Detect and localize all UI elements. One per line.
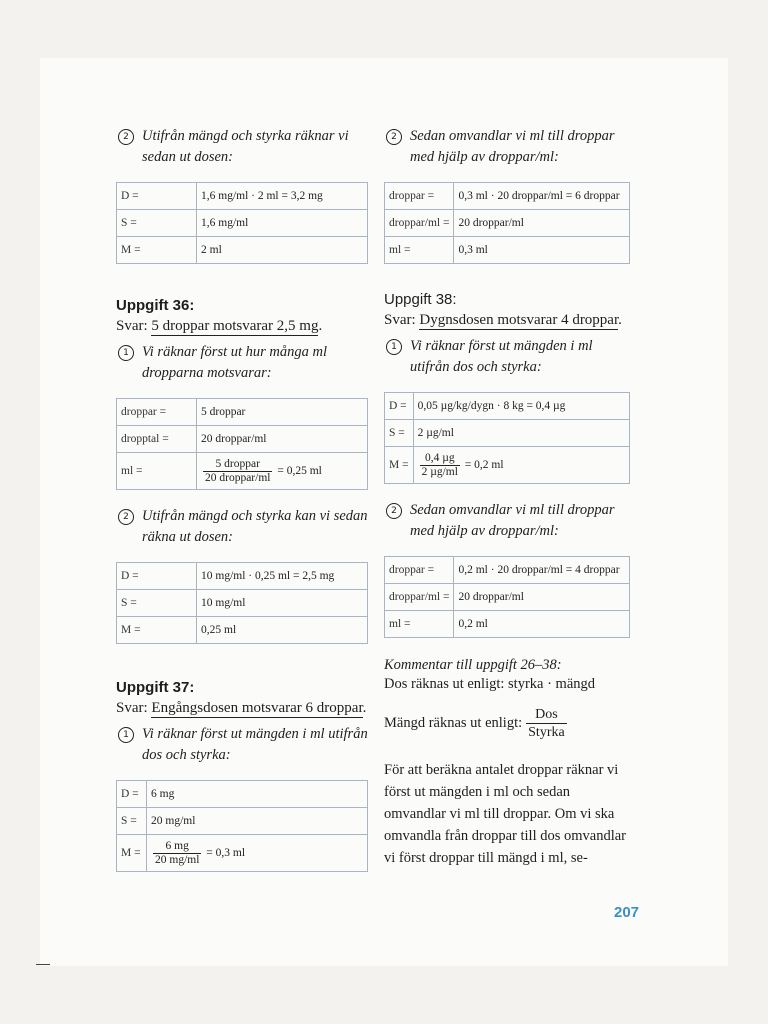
step-1 <box>116 342 368 384</box>
calc-table <box>384 556 630 638</box>
fraction-result: = 0,2 ml <box>464 458 504 471</box>
uppgift-heading: Uppgift 36: <box>116 297 195 314</box>
row-value: 2 µg/ml <box>413 420 629 447</box>
row-value: 20 mg/ml <box>147 808 368 835</box>
step-left-top <box>116 126 368 168</box>
table-row <box>117 426 368 453</box>
step-1 <box>384 336 630 378</box>
row-label: D = <box>385 393 414 420</box>
table-row <box>117 781 368 808</box>
step-number-circle: 1 <box>386 339 402 355</box>
row-label: ml = <box>117 453 197 490</box>
kommentar-section <box>384 656 630 869</box>
table-row <box>117 399 368 426</box>
table-row <box>385 237 630 264</box>
row-value: 1,6 mg/ml <box>197 210 368 237</box>
uppgift-37 <box>116 678 368 872</box>
row-label: droppar/ml = <box>385 210 454 237</box>
table-row <box>385 584 630 611</box>
step-text: Vi räknar först ut mängden i ml utifrån dos och styrka: <box>142 726 368 763</box>
uppgift-38 <box>384 290 630 638</box>
answer-line <box>116 316 368 336</box>
step-2 <box>384 500 630 542</box>
step-text: Vi räknar först ut hur många ml dropparna motsvarar: <box>142 344 328 381</box>
row-label: ml = <box>385 611 454 638</box>
fraction <box>526 706 567 741</box>
fraction-denominator: 20 mg/ml <box>155 853 200 866</box>
right-column <box>384 126 630 869</box>
row-value: 0,3 ml <box>454 237 630 264</box>
step-1 <box>116 724 368 766</box>
fraction-denominator: 20 droppar/ml <box>205 471 271 484</box>
table-row <box>117 453 368 490</box>
table-row <box>385 393 630 420</box>
calc-table-right-top <box>384 182 630 264</box>
answer-prefix: Svar: <box>384 312 416 328</box>
answer-suffix: . <box>362 700 367 716</box>
row-label: M = <box>117 237 197 264</box>
table-row <box>117 808 368 835</box>
row-label: droppar = <box>385 183 454 210</box>
fraction-numerator: 6 mg <box>165 839 189 852</box>
fraction-numerator: 0,4 µg <box>424 451 455 464</box>
table-row <box>385 557 630 584</box>
row-label: M = <box>117 617 197 644</box>
step-text: Vi räknar först ut mängden i ml utifrån dos och styrka: <box>410 338 593 375</box>
row-label: dropptal = <box>117 426 197 453</box>
fraction <box>153 840 201 867</box>
answer-prefix: Svar: <box>116 700 148 716</box>
answer-suffix: . <box>618 312 622 328</box>
row-value <box>413 447 629 484</box>
answer-line <box>384 310 630 330</box>
row-label: S = <box>117 808 147 835</box>
row-label: D = <box>117 563 197 590</box>
kommentar-paragraph: För att beräkna antalet droppar räknar vi först ut mängden i ml och sedan omvandlar vi ml till droppar. Om vi ska omvandla från droppar till dos omvandlar vi först droppar till mängd i ml, se- <box>384 762 627 866</box>
row-label: D = <box>117 183 197 210</box>
page-number: 207 <box>614 904 640 921</box>
table-row <box>385 183 630 210</box>
row-label: droppar = <box>117 399 197 426</box>
row-label: ml = <box>385 237 454 264</box>
row-value: 0,05 µg/kg/dygn · 8 kg = 0,4 µg <box>413 393 629 420</box>
row-value: 0,25 ml <box>197 617 368 644</box>
step-number-circle: 2 <box>118 129 134 145</box>
row-value: 6 mg <box>147 781 368 808</box>
fraction-numerator: Dos <box>535 707 558 722</box>
row-label: S = <box>385 420 414 447</box>
row-value: 20 droppar/ml <box>454 584 630 611</box>
row-value: 0,3 ml · 20 droppar/ml = 6 droppar <box>454 183 630 210</box>
calc-table <box>116 780 368 872</box>
table-row <box>385 210 630 237</box>
table-row <box>117 183 368 210</box>
row-label: S = <box>117 210 197 237</box>
uppgift-36 <box>116 296 368 644</box>
answer-line <box>116 698 368 718</box>
row-value <box>147 835 368 872</box>
step-text: Utifrån mängd och styrka kan vi sedan räkna ut dosen: <box>142 508 368 545</box>
step-number-circle: 1 <box>118 345 134 361</box>
calc-table <box>116 398 368 490</box>
row-label: D = <box>117 781 147 808</box>
step-number-circle: 2 <box>386 129 402 145</box>
mangd-formula-prefix: Mängd räknas ut enligt: <box>384 715 523 731</box>
table-row <box>385 611 630 638</box>
uppgift-heading: Uppgift 38: <box>384 291 457 308</box>
row-value: 5 droppar <box>197 399 368 426</box>
row-value: 20 droppar/ml <box>454 210 630 237</box>
fraction-denominator: Styrka <box>528 725 565 740</box>
table-row <box>117 835 368 872</box>
dos-formula-line: Dos räknas ut enligt: styrka · mängd <box>384 676 596 692</box>
answer-text: Engångsdosen motsvarar 6 droppar <box>151 700 363 716</box>
table-row <box>117 210 368 237</box>
row-value: 0,2 ml · 20 droppar/ml = 4 droppar <box>454 557 630 584</box>
step-number-circle: 1 <box>118 727 134 743</box>
fraction <box>420 452 460 479</box>
row-value: 0,2 ml <box>454 611 630 638</box>
table-row <box>117 617 368 644</box>
table-row <box>117 237 368 264</box>
mangd-formula-line <box>384 706 630 741</box>
calc-table <box>116 562 368 644</box>
uppgift-heading: Uppgift 37: <box>116 679 195 696</box>
step-number-circle: 2 <box>118 509 134 525</box>
kommentar-title: Kommentar till uppgift 26–38: <box>384 657 562 673</box>
calc-table <box>384 392 630 484</box>
table-row <box>117 590 368 617</box>
step-right-top <box>384 126 630 168</box>
fraction-numerator: 5 droppar <box>215 457 260 470</box>
step-text: Sedan omvandlar vi ml till droppar med hjälp av droppar/ml: <box>410 502 615 539</box>
row-label: M = <box>117 835 147 872</box>
answer-prefix: Svar: <box>116 318 148 334</box>
row-value <box>197 453 368 490</box>
fraction-denominator: 2 µg/ml <box>421 465 458 478</box>
fraction-result: = 0,25 ml <box>277 464 322 477</box>
fraction-result: = 0,3 ml <box>206 846 246 859</box>
step-text: Sedan omvandlar vi ml till droppar med hjälp av droppar/ml: <box>410 128 615 165</box>
scan-edge-mark <box>36 964 50 965</box>
answer-text: Dygnsdosen motsvarar 4 droppar <box>419 312 619 328</box>
table-row <box>385 447 630 484</box>
step-text: Utifrån mängd och styrka räknar vi sedan ut dosen: <box>142 128 349 165</box>
row-value: 2 ml <box>197 237 368 264</box>
row-label: droppar/ml = <box>385 584 454 611</box>
row-label: S = <box>117 590 197 617</box>
answer-suffix: . <box>318 318 323 334</box>
row-label: M = <box>385 447 414 484</box>
calc-table-left-top <box>116 182 368 264</box>
row-value: 10 mg/ml · 0,25 ml = 2,5 mg <box>197 563 368 590</box>
row-value: 1,6 mg/ml · 2 ml = 3,2 mg <box>197 183 368 210</box>
row-label: droppar = <box>385 557 454 584</box>
row-value: 10 mg/ml <box>197 590 368 617</box>
left-column <box>116 126 368 872</box>
answer-text: 5 droppar motsvarar 2,5 mg <box>151 318 319 334</box>
table-row <box>385 420 630 447</box>
table-row <box>117 563 368 590</box>
row-value: 20 droppar/ml <box>197 426 368 453</box>
step-number-circle: 2 <box>386 503 402 519</box>
fraction <box>203 458 272 485</box>
step-2 <box>116 506 368 548</box>
